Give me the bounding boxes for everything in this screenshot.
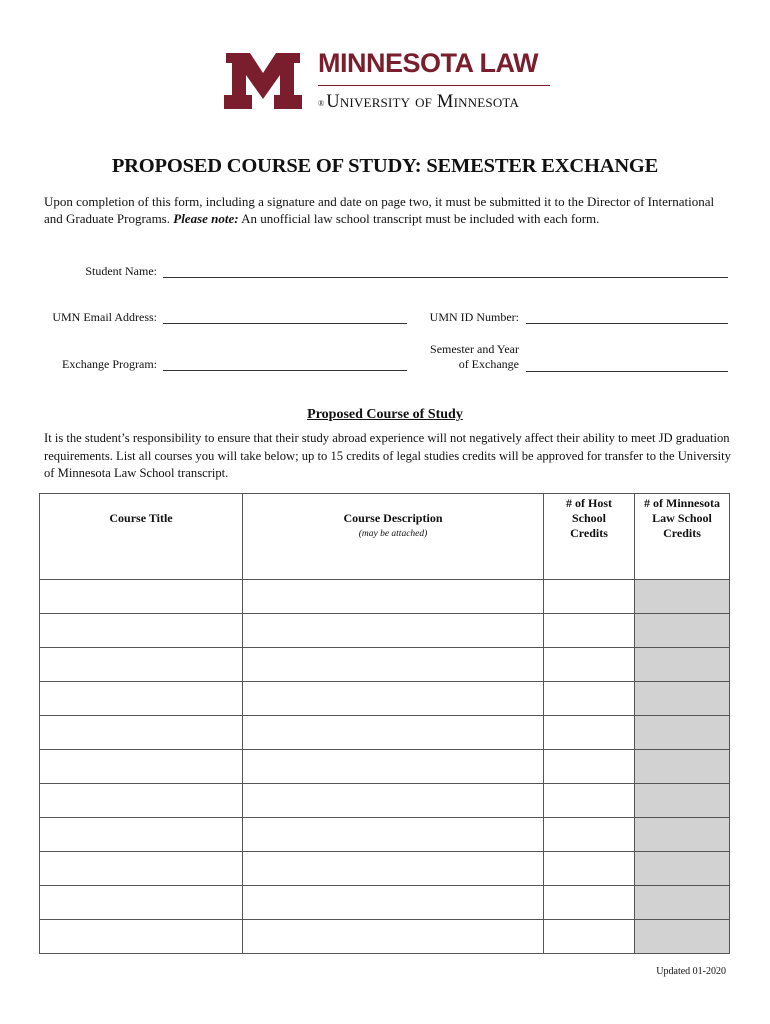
table-row <box>40 920 730 954</box>
table-row <box>40 886 730 920</box>
host-credits-cell[interactable] <box>544 784 635 818</box>
course-title-cell[interactable] <box>40 750 243 784</box>
course-title-cell[interactable] <box>40 886 243 920</box>
minnesota-law-logo <box>214 48 554 114</box>
course-title-cell[interactable] <box>40 784 243 818</box>
student-name-field[interactable] <box>163 277 728 278</box>
course-table <box>39 493 730 954</box>
table-row <box>40 818 730 852</box>
intro-note-text: An unofficial law school transcript must be included with each form. <box>241 211 600 226</box>
logo-title: MINNESOTA LAW <box>318 48 538 78</box>
course-title-cell[interactable] <box>40 580 243 614</box>
course-description-cell[interactable] <box>243 818 544 852</box>
id-number-field[interactable] <box>526 323 728 324</box>
umn-credits-cell <box>635 614 730 648</box>
host-credits-cell[interactable] <box>544 818 635 852</box>
intro-note-label: Please note: <box>173 211 239 226</box>
course-description-header <box>243 494 544 580</box>
course-description-cell[interactable] <box>243 682 544 716</box>
course-description-subtext: (may be attached) <box>358 529 428 539</box>
host-credits-cell[interactable] <box>544 648 635 682</box>
logo-subtitle <box>318 92 519 113</box>
course-title-cell[interactable] <box>40 716 243 750</box>
semester-year-label-line1: Semester and Year <box>430 342 519 356</box>
umn-credits-cell <box>635 920 730 954</box>
intro-paragraph <box>44 193 734 227</box>
course-description-cell[interactable] <box>243 852 544 886</box>
course-table-header <box>40 494 730 580</box>
course-description-cell[interactable] <box>243 580 544 614</box>
course-title-cell[interactable] <box>40 920 243 954</box>
umn-credits-header <box>635 494 730 580</box>
umn-credits-cell <box>635 784 730 818</box>
course-title-cell[interactable] <box>40 852 243 886</box>
course-description-cell[interactable] <box>243 920 544 954</box>
host-credits-cell[interactable] <box>544 614 635 648</box>
course-description-cell[interactable] <box>243 886 544 920</box>
umn-credits-cell <box>635 580 730 614</box>
course-description-header-text: Course Description <box>343 511 443 525</box>
email-field[interactable] <box>163 323 407 324</box>
course-title-cell[interactable] <box>40 818 243 852</box>
semester-year-label-line2: of Exchange <box>458 357 519 371</box>
course-title-cell[interactable] <box>40 614 243 648</box>
table-row <box>40 648 730 682</box>
course-title-cell[interactable] <box>40 648 243 682</box>
host-credits-cell[interactable] <box>544 852 635 886</box>
intro-text: Upon completion of this form, including a signature and date on page two, it must be submitted it to the Director of International and Graduate Programs. <box>44 194 715 226</box>
section-title: Proposed Course of Study <box>307 407 463 422</box>
table-row <box>40 750 730 784</box>
email-label: UMN Email Address: <box>52 310 157 324</box>
umn-credits-header-text: # of Minnesota Law School Credits <box>644 496 720 540</box>
logo-rule <box>318 85 550 86</box>
host-credits-cell[interactable] <box>544 886 635 920</box>
umn-credits-cell <box>635 886 730 920</box>
table-row <box>40 784 730 818</box>
umn-credits-cell <box>635 716 730 750</box>
umn-credits-cell <box>635 818 730 852</box>
umn-credits-cell <box>635 648 730 682</box>
course-title-header <box>40 494 243 580</box>
logo-subtitle-text: University of Minnesota <box>326 92 520 112</box>
student-name-label: Student Name: <box>85 264 157 278</box>
course-description-cell[interactable] <box>243 648 544 682</box>
semester-year-field[interactable] <box>526 371 728 372</box>
host-credits-cell[interactable] <box>544 920 635 954</box>
umn-credits-cell <box>635 682 730 716</box>
host-credits-header-text: # of Host School Credits <box>566 496 612 540</box>
host-credits-cell[interactable] <box>544 716 635 750</box>
updated-date: Updated 01-2020 <box>656 966 726 977</box>
page-title: PROPOSED COURSE OF STUDY: SEMESTER EXCHANGE <box>111 155 659 177</box>
table-row <box>40 682 730 716</box>
course-description-cell[interactable] <box>243 784 544 818</box>
course-title-header-text: Course Title <box>109 511 173 525</box>
block-m-icon <box>214 53 312 111</box>
host-credits-cell[interactable] <box>544 580 635 614</box>
course-title-cell[interactable] <box>40 682 243 716</box>
course-table-body <box>40 580 730 954</box>
host-credits-cell[interactable] <box>544 682 635 716</box>
host-credits-header <box>544 494 635 580</box>
table-row <box>40 716 730 750</box>
semester-year-label <box>400 342 519 372</box>
registered-mark: ® <box>318 99 325 108</box>
table-row <box>40 614 730 648</box>
exchange-program-field[interactable] <box>163 370 407 371</box>
course-description-cell[interactable] <box>243 716 544 750</box>
table-row <box>40 580 730 614</box>
course-description-cell[interactable] <box>243 750 544 784</box>
umn-credits-cell <box>635 750 730 784</box>
id-number-label: UMN ID Number: <box>429 310 519 324</box>
responsibility-paragraph: It is the student’s responsibility to ensure that their study abroad experience will not negatively affect their ability to meet JD graduation requirements. List all courses you will take below; up to 15 credits of legal studies credits will be approved for transfer to the University of Minnesota Law School transcript. <box>44 431 731 480</box>
umn-credits-cell <box>635 852 730 886</box>
table-row <box>40 852 730 886</box>
exchange-program-label: Exchange Program: <box>62 357 157 371</box>
host-credits-cell[interactable] <box>544 750 635 784</box>
course-description-cell[interactable] <box>243 614 544 648</box>
